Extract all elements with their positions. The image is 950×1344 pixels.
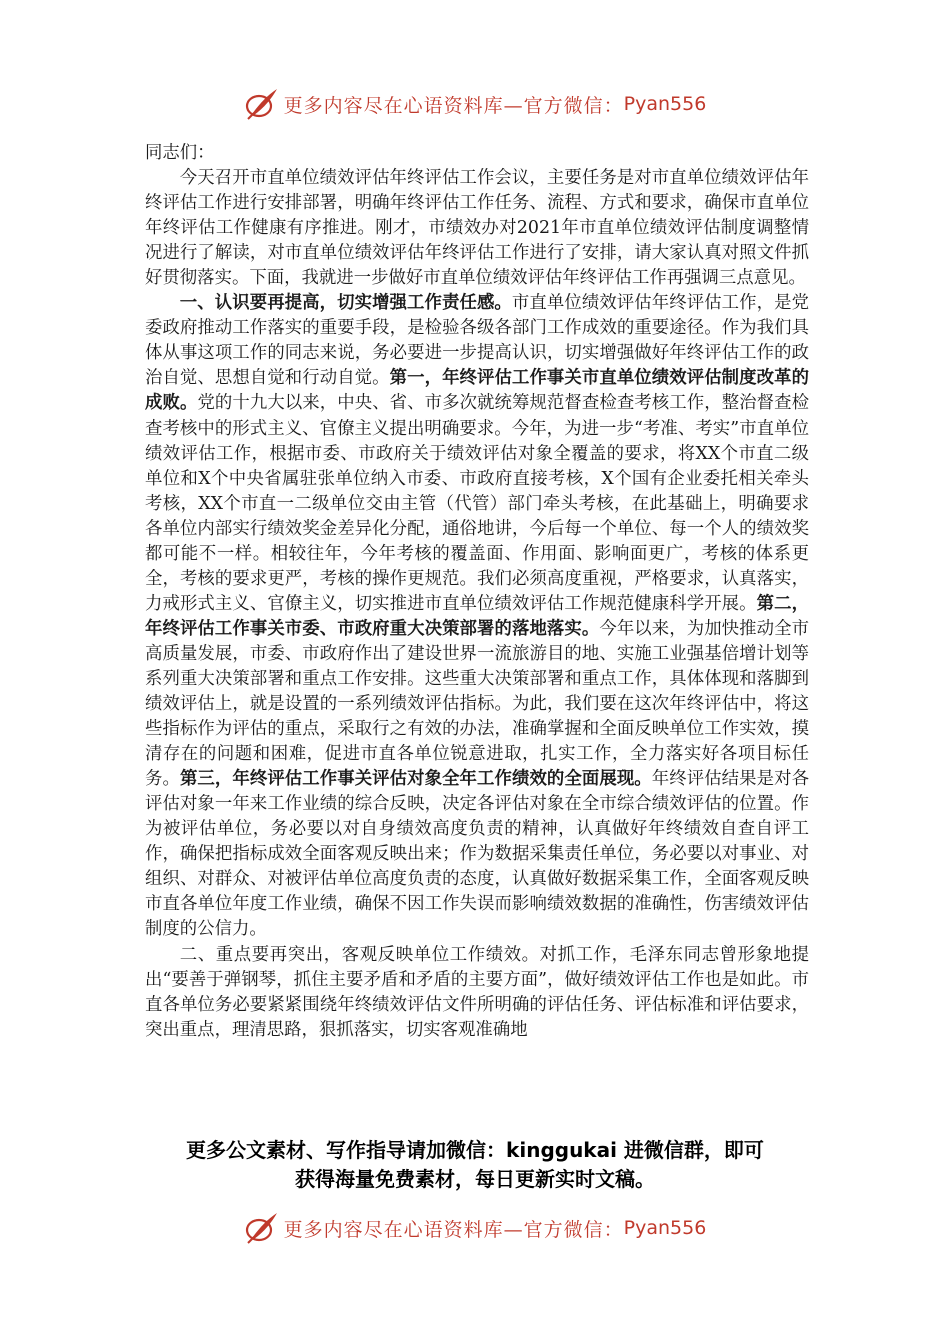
- footer-banner-text: 更多内容尽在心语资料库—官方微信：: [283, 1218, 624, 1241]
- footer-wechat-id: Pyan556: [623, 1217, 707, 1239]
- footer-banner: [0, 1208, 950, 1248]
- document-body: [145, 141, 809, 1043]
- promo-line-1: 更多公文素材、写作指导请加微信：kinggukai 进微信群，即可: [186, 1138, 764, 1162]
- quill-pen-logo-icon: [244, 1210, 280, 1246]
- section-one-text-b: 党的十九大以来，中央、省、市多次就统筹规范督查检查考核工作，整治督查检查考核中的形式主义、官僚主义提出明确要求。今年，为进一步“考准、考实”市直单位绩效评估工作，根据市委、市政府关于绩效评估对象全覆盖的要求，将XX个市直二级单位和X个中央省属驻张单位纳入市委、市政府直接考核，X个国有企业委托相关牵头考核，XX个市直一二级单位交由主管（代管）部门牵头考核，在此基础上，明确要求各单位内部实行绩效奖金差异化分配，通俗地讲，今后每一个单位、每一个人的绩效奖都可能不一样。相较往年，今年考核的覆盖面、作用面、影响面更广，考核的体系更全，考核的要求更严，考核的操作更规范。我们必须高度重视，严格要求，认真落实，力戒形式主义、官僚主义，切实推进市直单位绩效评估工作规范健康科学开展。: [145, 393, 809, 614]
- salutation: 同志们：: [145, 143, 215, 163]
- header-banner: [0, 84, 950, 124]
- promo-block: [140, 1136, 810, 1194]
- header-wechat-id: Pyan556: [623, 93, 707, 115]
- section-one-heading: 一、认识要再提高，切实增强工作责任感。: [179, 293, 512, 314]
- section-one-text-c: 今年以来，为加快推动全市高质量发展，市委、市政府作出了建设世界一流旅游目的地、实施工业强基倍增计划等系列重大决策部署和重点工作安排。这些重大决策部署和重点工作，具体体现和落脚到绩效评估上，就是设置的一系列绩效评估指标。为此，我们要在这次年终评估中，将这些指标作为评估的重点，采取行之有效的办法，准确掌握和全面反映单位工作实效，摸清存在的问题和困难，促进市直各单位锐意进取，扎实工作，全力落实好各项目标任务。: [145, 618, 809, 790]
- section-two-paragraph: 二、重点要再突出，客观反映单位工作绩效。对抓工作，毛泽东同志曾形象地提出“要善于弹钢琴，抓住主要矛盾和矛盾的主要方面”，做好绩效评估工作也是如此。市直各单位务必要紧紧围绕年终绩效评估文件所明确的评估任务、评估标准和评估要求，突出重点，理清思路，狠抓落实，切实客观准确地: [145, 944, 809, 1040]
- point-three-heading: 第三，年终评估工作事关评估对象全年工作绩效的全面展现。: [179, 769, 652, 790]
- point-one-heading: 第一，年终评估工作事关市直单位绩效评估制度改革的成败。: [145, 368, 809, 414]
- promo-line-2: 获得海量免费素材，每日更新实时文稿。: [295, 1167, 655, 1191]
- section-one-paragraph: [145, 291, 809, 942]
- section-one-text-a: 市直单位绩效评估年终评估工作，是党委政府推动工作落实的重要手段，是检验各级各部门工作成效的重要途径。作为我们具体从事这项工作的同志来说，务必要进一步提高认识，切实增强做好年终评估工作的政治自觉、思想自觉和行动自觉。: [145, 293, 809, 389]
- quill-pen-logo-icon: [244, 86, 280, 122]
- header-banner-text: 更多内容尽在心语资料库—官方微信：: [283, 94, 624, 117]
- section-one-text-d: 年终评估结果是对各评估对象一年来工作业绩的综合反映，决定各评估对象在全市综合绩效评估的位置。作为被评估单位，务必要以对自身绩效高度负责的精神，认真做好年终绩效自查自评工作，确保把指标成效全面客观反映出来；作为数据采集责任单位，务必要以对事业、对组织、对群众、对被评估单位高度负责的态度，认真做好数据采集工作，全面客观反映市直各单位年度工作业绩，确保不因工作失误而影响绩效数据的准确性，伤害绩效评估制度的公信力。: [145, 769, 809, 940]
- intro-paragraph: 今天召开市直单位绩效评估年终评估工作会议，主要任务是对市直单位绩效评估年终评估工作进行安排部署，明确年终评估工作任务、流程、方式和要求，确保市直单位年终评估工作健康有序推进。刚才，市绩效办对2021年市直单位绩效评估制度调整情况进行了解读，对市直单位绩效评估年终评估工作进行了安排，请大家认真对照文件抓好贯彻落实。下面，我就进一步做好市直单位绩效评估年终评估工作再强调三点意见。: [145, 168, 809, 289]
- point-two-heading: 第二，年终评估工作事关市委、市政府重大决策部署的落地落实。: [145, 593, 809, 639]
